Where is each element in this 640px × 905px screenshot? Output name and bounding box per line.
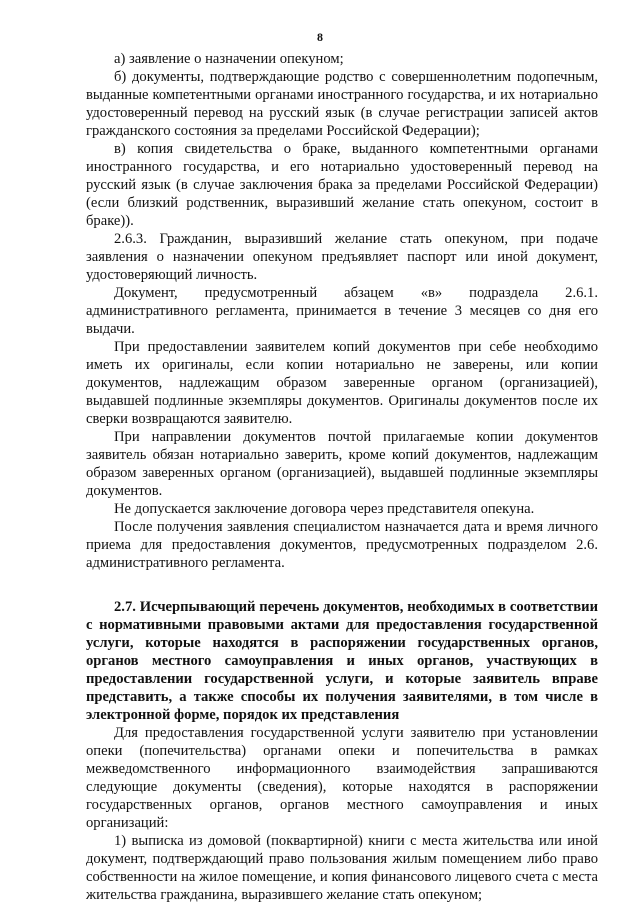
paragraph-item-b: б) документы, подтверждающие родство с совершеннолетним подопечным, выданные компетентными органами иностранного государства, и их нотариально удостоверенный перевод на русский язык (в случае регистрации записей актов гражданского состояния за пределами Российской Федерации); xyxy=(86,69,598,139)
paragraph-no-representative: Не допускается заключение договора через представителя опекуна. xyxy=(114,501,535,517)
paragraph-copies-originals: При предоставлении заявителем копий документов при себе необходимо иметь их оригиналы, если копии нотариально не заверены, или копии документов, надлежащим образом заверенные органом (организацией), выдавшей подлинные экземпляры документов. Оригиналы документов после их сверки возвращаются заявителю. xyxy=(86,339,598,427)
paragraph-mail-copies: При направлении документов почтой прилагаемые копии документов заявитель обязан нотариально заверить, кроме копий документов, надлежащим образом заверенных органом (организацией), выдавшей подлинные экземпляры документов. xyxy=(86,429,598,499)
page-number: 8 xyxy=(317,30,323,44)
paragraph-item-a: а) заявление о назначении опекуном; xyxy=(114,51,344,67)
document-body xyxy=(86,50,598,904)
paragraph-interagency-request: Для предоставления государственной услуги заявителю при установлении опеки (попечительства) органами опеки и попечительства в рамках межведомственного информационного взаимодействия запрашиваются следующие документы (сведения), которые находятся в распоряжении государственных органов, органов местного самоуправления и иных организаций: xyxy=(86,725,598,831)
paragraph-item-1: 1) выписка из домовой (поквартирной) книги с места жительства или иной документ, подтверждающий право пользования жилым помещением либо право собственности на жилое помещение, и копия финансового лицевого счета с места жительства гражданина, выразившего желание стать опекуном; xyxy=(86,833,598,903)
paragraph-appointment: После получения заявления специалистом назначается дата и время личного приема для предоставления документов, предусмотренных подразделом 2.6. административного регламента. xyxy=(86,519,598,571)
paragraph-item-v: в) копия свидетельства о браке, выданного компетентными органами иностранного государства, и его нотариально удостоверенный перевод на русский язык (в случае заключения брака за пределами Российской Федерации) (если близкий родственник, выразивший желание стать опекуном, состоит в браке)). xyxy=(86,141,598,229)
paragraph-document-validity: Документ, предусмотренный абзацем «в» подраздела 2.6.1. административного регламента, принимается в течение 3 месяцев со дня его выдачи. xyxy=(86,285,598,337)
paragraph-2-6-3: 2.6.3. Гражданин, выразивший желание стать опекуном, при подаче заявления о назначении опекуном предъявляет паспорт или иной документ, удостоверяющий личность. xyxy=(86,231,598,283)
section-heading-2-7: 2.7. Исчерпывающий перечень документов, необходимых в соответствии с нормативными правовыми актами для предоставления государственной услуги, которые находятся в распоряжении государственных органов, органов местного самоуправления и иных органов, участвующих в предоставлении государственной услуги, и которые заявитель вправе представить, а также способы их получения заявителями, в том числе в электронной форме, порядок их представления xyxy=(86,599,598,723)
